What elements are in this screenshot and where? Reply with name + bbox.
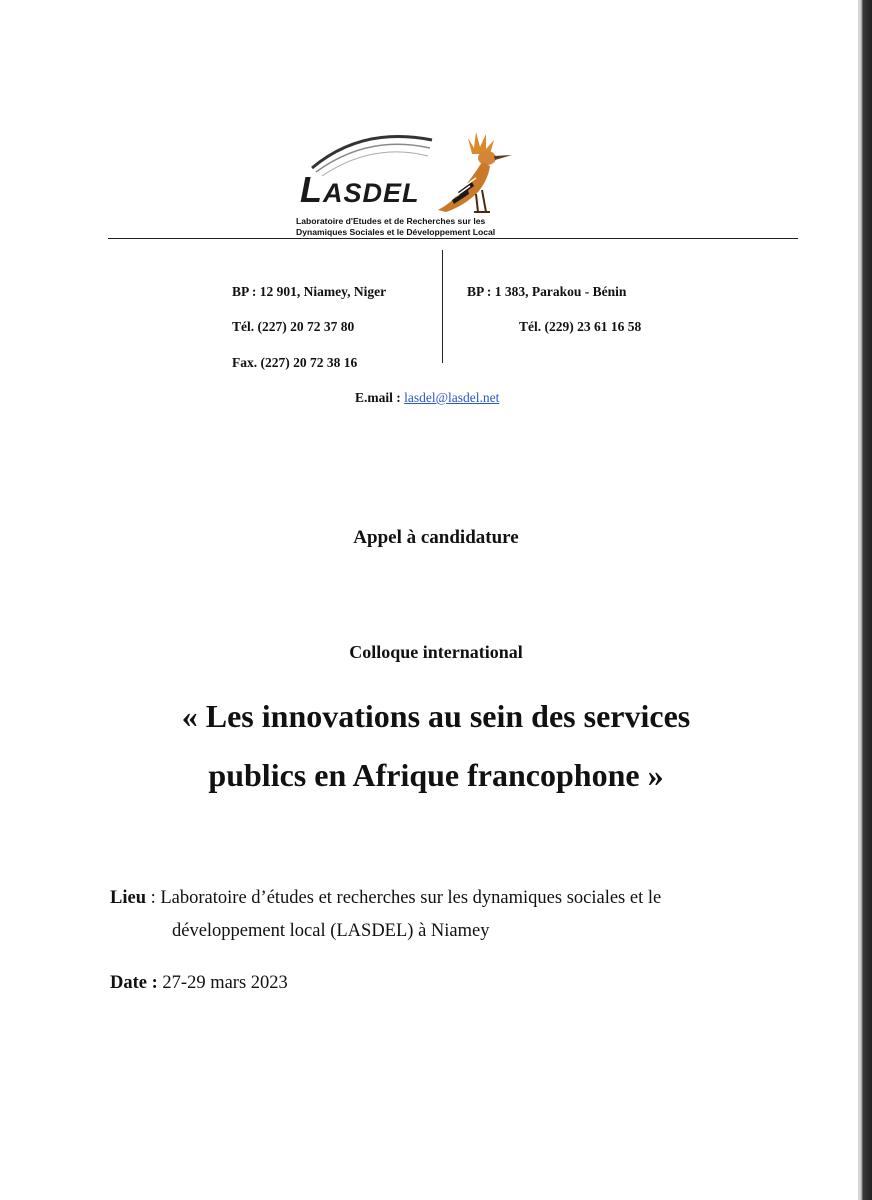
niger-phone: Tél. (227) 20 72 37 80 bbox=[232, 319, 355, 334]
benin-phone: Tél. (229) 23 61 16 58 bbox=[519, 319, 642, 334]
niger-po-box: BP : 12 901, Niamey, Niger bbox=[232, 284, 387, 299]
colloquium-title-line1: « Les innovations au sein des services bbox=[181, 698, 691, 734]
header-divider bbox=[108, 238, 798, 239]
location-value-line1: Laboratoire d’études et recherches sur les dynamiques sociales et le bbox=[160, 888, 662, 908]
call-for-applications-heading: Appel à candidature bbox=[353, 527, 519, 548]
benin-po-box: BP : 1 383, Parakou - Bénin bbox=[467, 284, 627, 299]
hoopoe-bird-icon bbox=[438, 132, 512, 212]
location-label: Lieu bbox=[110, 888, 146, 908]
logo-subtitle-line2: Dynamiques Sociales et le Développement Local bbox=[296, 227, 496, 237]
email-line bbox=[355, 390, 499, 406]
email-label: E.mail : bbox=[355, 390, 401, 405]
date-line bbox=[110, 973, 288, 994]
location-line1: Lieu : Laboratoire d’études et recherches sur les dynamiques sociales et le bbox=[110, 888, 662, 908]
niger-fax: Fax. (227) 20 72 38 16 bbox=[232, 355, 358, 370]
logo-wordmark: LASDEL bbox=[300, 169, 420, 210]
colloquium-title-line2: publics en Afrique francophone » bbox=[208, 757, 664, 793]
contact-column-divider bbox=[442, 250, 443, 363]
date-label: Date : bbox=[110, 973, 158, 993]
page-edge-shadow bbox=[858, 0, 872, 1200]
lasdel-logo bbox=[282, 120, 522, 242]
date-value: 27-29 mars 2023 bbox=[157, 973, 288, 993]
logo-subtitle-line1: Laboratoire d'Etudes et de Recherches sur les bbox=[296, 216, 486, 226]
colloquium-heading: Colloque international bbox=[349, 642, 523, 662]
location-value-line2: développement local (LASDEL) à Niamey bbox=[172, 921, 490, 941]
email-link[interactable]: lasdel@lasdel.net bbox=[404, 390, 500, 405]
